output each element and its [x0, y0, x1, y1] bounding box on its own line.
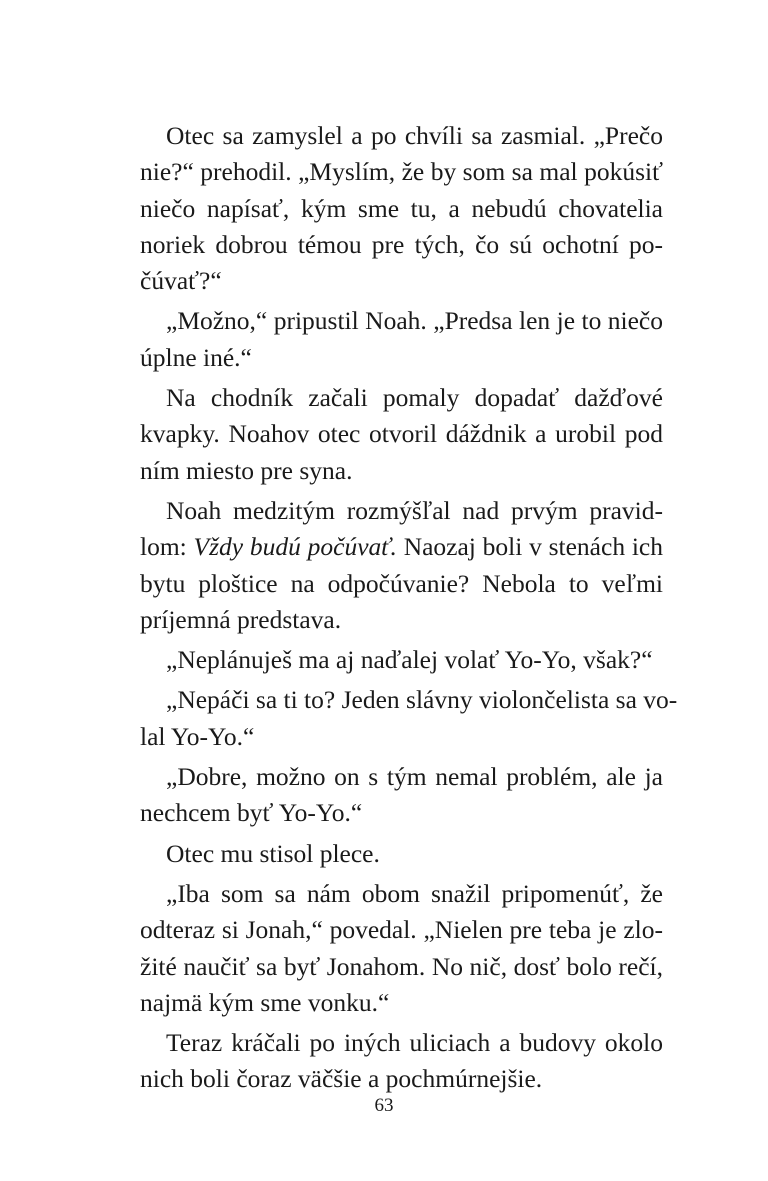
text-line: čúvať?“ [140, 266, 222, 296]
paragraph [166, 836, 663, 872]
paragraph [140, 876, 663, 1021]
text-line: kvapky. Noahov otec otvoril dáždnik a urobil pod [140, 419, 663, 449]
text-run: lom: [140, 532, 194, 562]
paragraph [166, 642, 663, 678]
text-line [140, 529, 663, 565]
text-line: nechcem byť Yo-Yo.“ [140, 798, 363, 828]
paragraph [140, 493, 663, 638]
text-line: „Možno,“ pripustil Noah. „Predsa len je to niečo [166, 306, 663, 336]
paragraph [140, 380, 663, 489]
body-text [140, 118, 678, 1098]
text-line: príjemná predstava. [140, 604, 342, 634]
text-line: lal Yo-Yo.“ [140, 721, 255, 751]
text-line: Na chodník začali pomaly dopadať dažďové [166, 383, 663, 413]
text-line: žité naučiť sa byť Jonahom. No nič, dosť bolo rečí, [140, 951, 663, 981]
paragraph [140, 759, 663, 832]
text-line: Otec mu stisol plece. [166, 838, 380, 868]
paragraph [140, 118, 663, 299]
italic-phrase: Vždy budú počúvať. [193, 532, 397, 562]
page-number: 63 [374, 1095, 394, 1116]
text-line: „Iba som sa nám obom snažil pripomenúť, že [166, 878, 663, 908]
paragraph [140, 682, 678, 755]
paragraph [140, 303, 663, 376]
text-line: ním miesto pre syna. [140, 455, 353, 485]
paragraph [140, 1025, 663, 1098]
text-line: nie?“ prehodil. „Myslím, že by som sa mal pokúsiť [140, 157, 663, 187]
text-line: najmä kým sme vonku.“ [140, 987, 390, 1017]
text-line: Otec sa zamyslel a po chvíli sa zasmial. „Prečo [166, 121, 663, 150]
text-run: Naozaj boli v stenách ich [396, 532, 663, 562]
text-line: úplne iné.“ [140, 342, 252, 372]
text-line: Noah medzitým rozmýšľal nad prvým pravid- [166, 495, 663, 525]
text-line: noriek dobrou témou pre tých, čo sú ochotní po- [140, 229, 663, 259]
text-line: „Dobre, možno on s tým nemal problém, ale ja [166, 762, 663, 792]
text-line: niečo napísať, kým sme tu, a nebudú chovatelia [140, 193, 663, 223]
text-line: nich boli čoraz väčšie a pochmúrnejšie. [140, 1064, 543, 1094]
text-line: „Nepáči sa ti to? Jeden slávny violončelista sa vo- [166, 685, 678, 715]
text-line: odteraz si Jonah,“ povedal. „Nielen pre teba je zlo- [140, 915, 663, 945]
text-line: „Neplánuješ ma aj naďalej volať Yo-Yo, však?“ [166, 645, 653, 675]
text-line: bytu ploštice na odpočúvanie? Nebola to veľmi [140, 568, 663, 598]
text-line: Teraz kráčali po iných uliciach a budovy okolo [166, 1028, 663, 1058]
